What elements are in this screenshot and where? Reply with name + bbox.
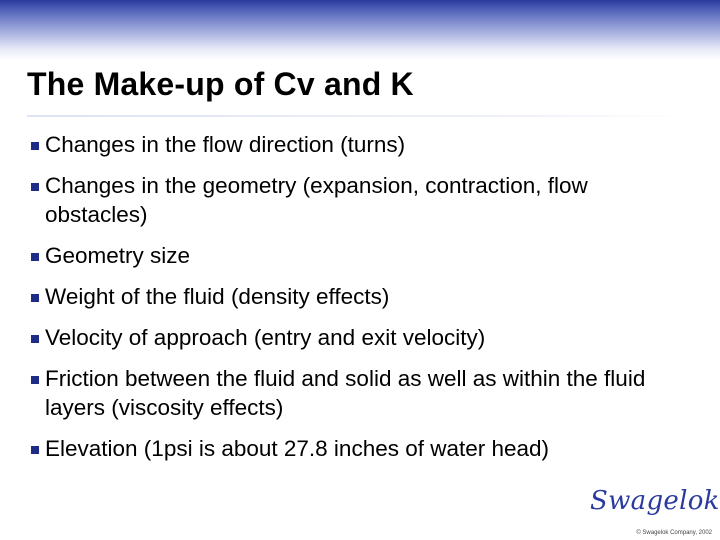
- slide-title: The Make-up of Cv and K: [27, 66, 414, 102]
- header-gradient-band: [0, 0, 720, 60]
- bullet-text: Weight of the fluid (density effects): [45, 284, 390, 309]
- square-bullet-icon: [31, 335, 39, 343]
- square-bullet-icon: [31, 294, 39, 302]
- square-bullet-icon: [31, 253, 39, 261]
- square-bullet-icon: [31, 183, 39, 191]
- bullet-text: Friction between the fluid and solid as well as within the fluid layers (viscosity effects): [45, 366, 646, 420]
- bullet-item-elevation: [31, 434, 671, 463]
- bullet-item-friction: [31, 364, 671, 422]
- bullet-item-geometry-changes: [31, 171, 671, 229]
- bullet-item-geometry-size: [31, 241, 671, 270]
- bullet-item-velocity-of-approach: [31, 323, 671, 352]
- bullet-text: Changes in the geometry (expansion, contraction, flow obstacles): [45, 173, 588, 227]
- swagelok-logo: Swagelok: [590, 486, 720, 516]
- bullet-item-flow-direction: [31, 130, 671, 159]
- bullet-text: Geometry size: [45, 243, 191, 268]
- square-bullet-icon: [31, 376, 39, 384]
- square-bullet-icon: [31, 446, 39, 454]
- title-divider: [27, 115, 692, 117]
- square-bullet-icon: [31, 142, 39, 150]
- bullet-text: Changes in the flow direction (turns): [45, 132, 406, 157]
- bullet-text: Elevation (1psi is about 27.8 inches of water head): [45, 436, 550, 461]
- bullet-text: Velocity of approach (entry and exit velocity): [45, 325, 486, 350]
- copyright-notice: © Swagelok Company, 2002: [636, 530, 712, 536]
- bullet-item-fluid-weight: [31, 282, 671, 311]
